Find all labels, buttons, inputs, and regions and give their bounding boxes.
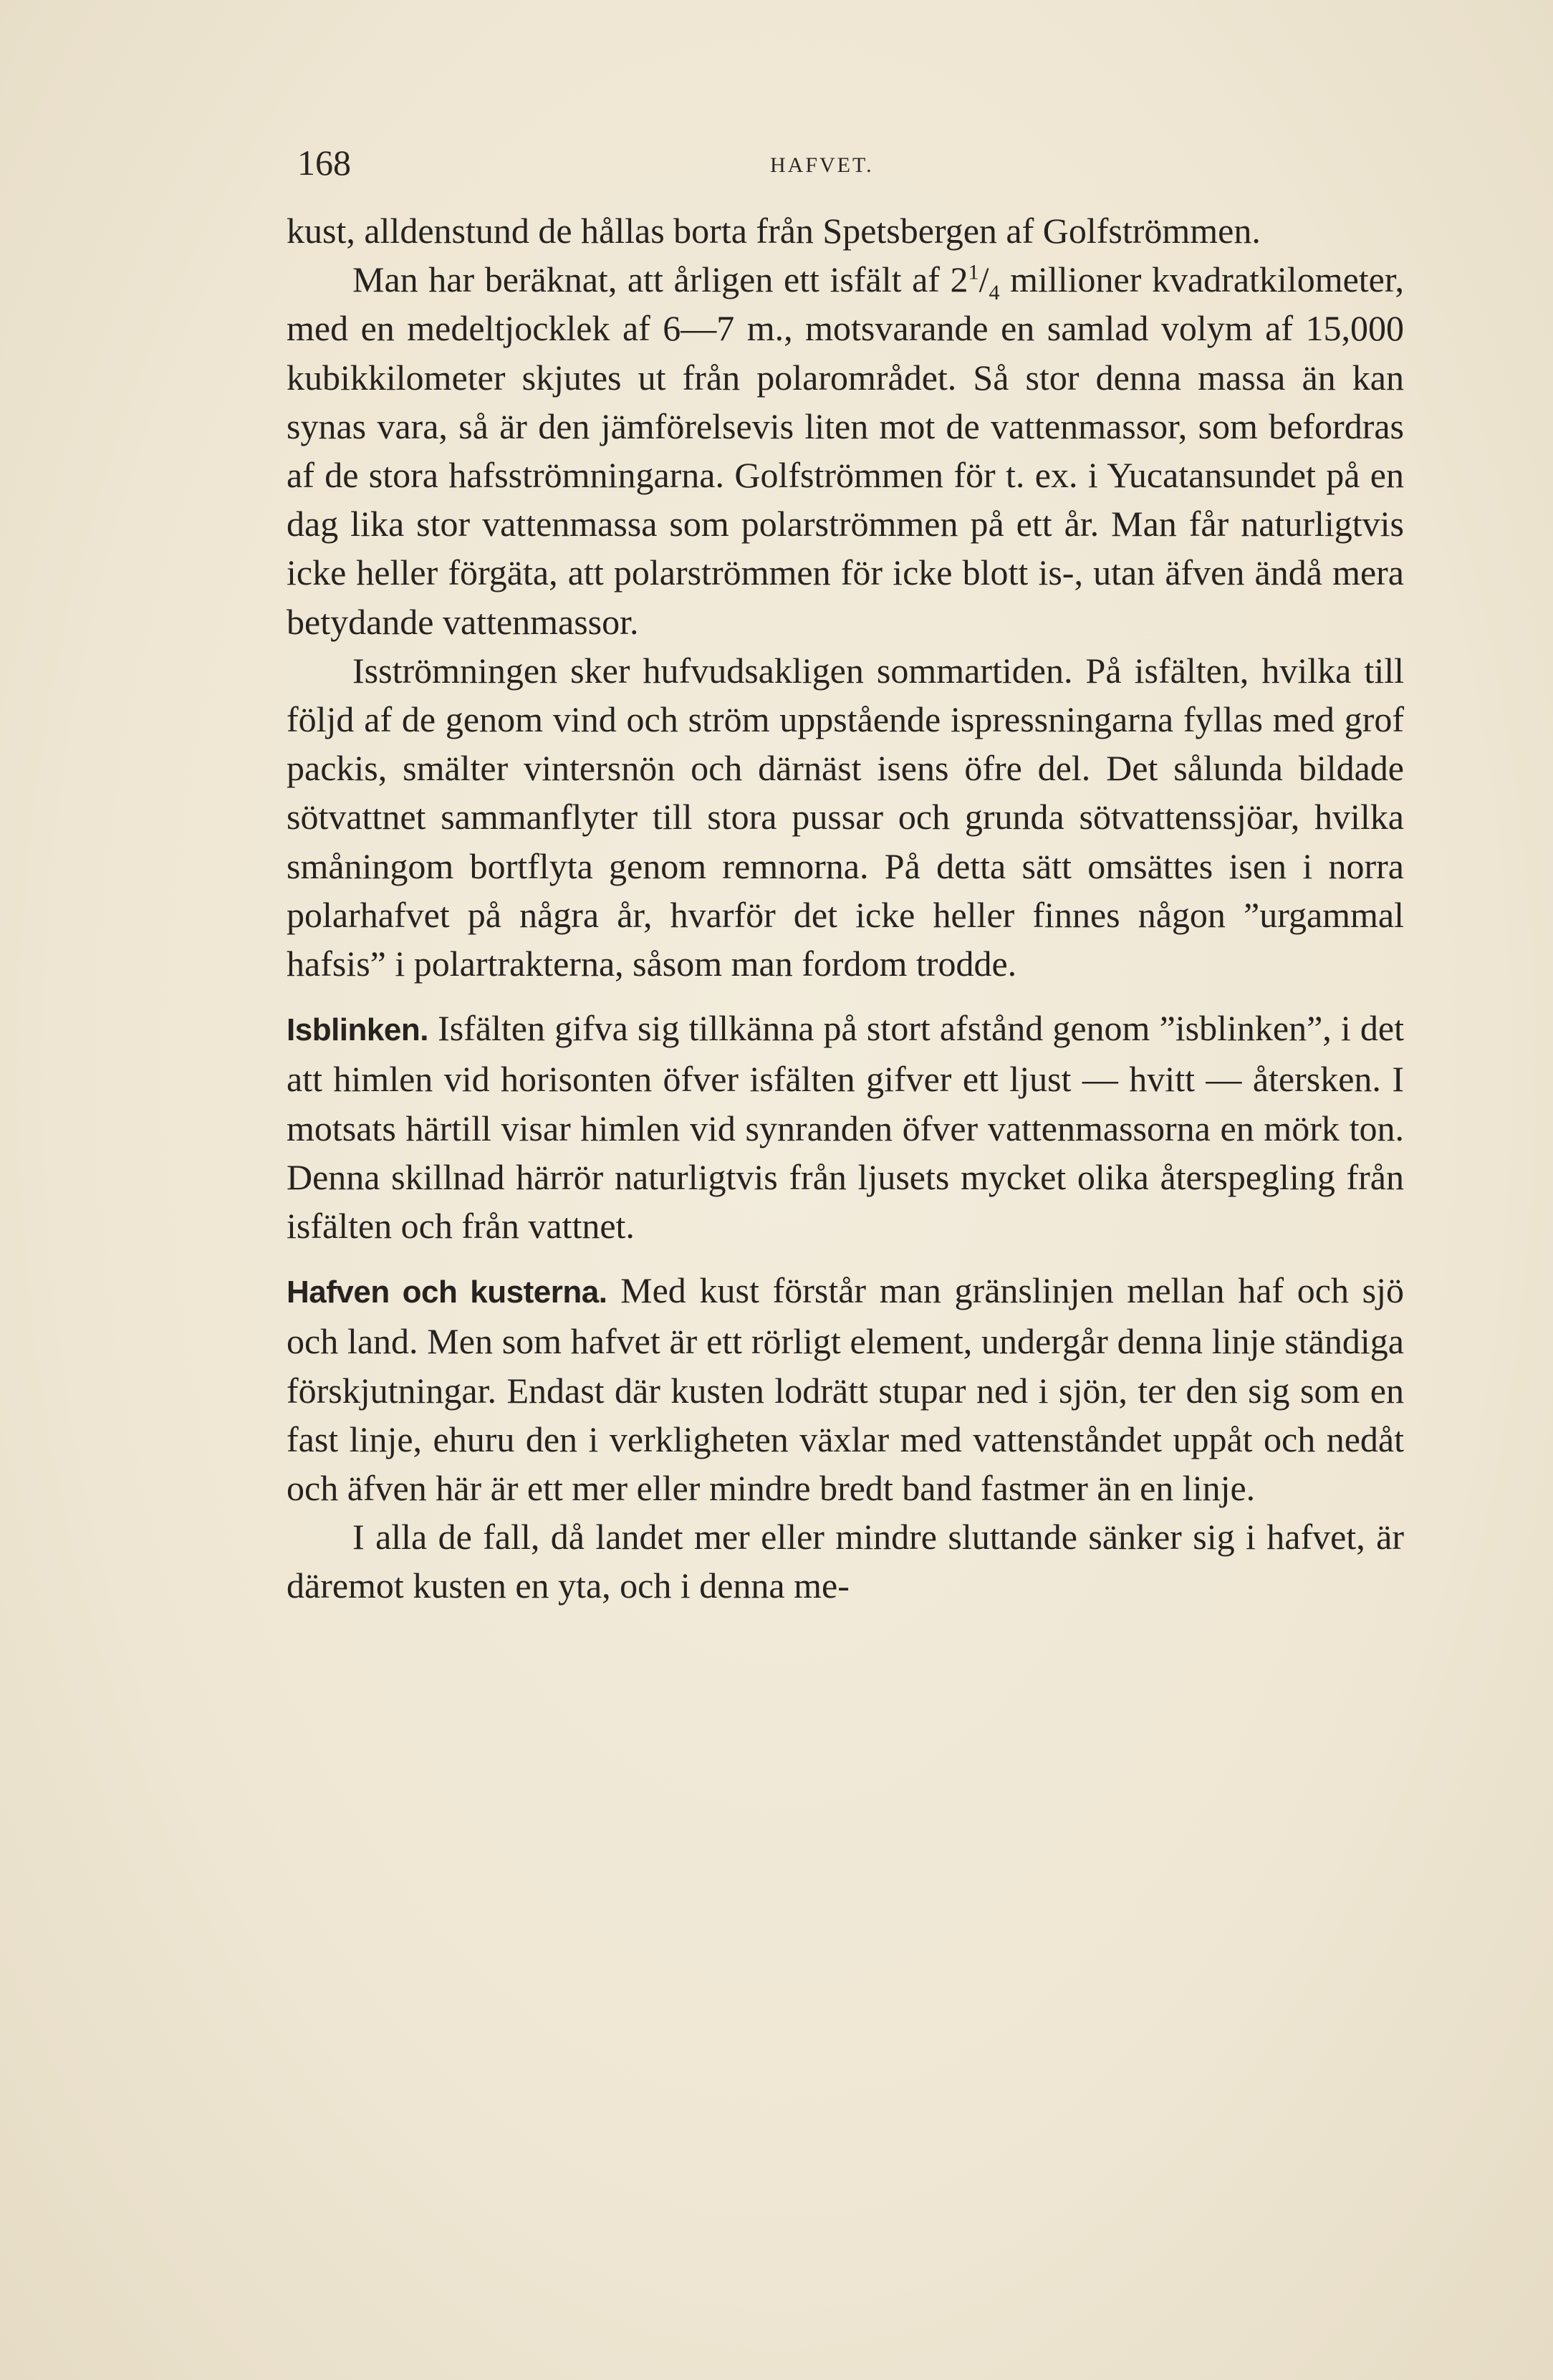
paragraph-text: millioner kvadratkilometer, med en medeltjocklek af 6—7 m., motsvarande en samlad volym af 15,000 kubikkilometer skjutes ut från polarområdet. Så stor denna massa än kan synas vara, så är den jämförelsevis liten mot de vattenmassor, som befordras af de stora hafsströmningarna. Golfströmmen för t. ex. i Yucatansundet på en dag lika stor vattenmassa som polarströmmen på ett år. Man får naturligtvis icke heller förgäta, att polarströmmen för icke blott is-, utan äfven ändå mera betydande vattenmassor. [287,259,1405,642]
section-heading: Hafven och kusterna. [287,1275,607,1310]
section-hafven-och-kusterna [287,1266,1404,1512]
running-head: HAFVET. [770,153,874,177]
fraction-numerator: 1 [968,260,979,284]
fraction-denominator: 4 [989,281,1000,305]
paragraph-text: Man har beräknat, att årligen ett isfält af 2 [352,259,968,300]
paragraph-coast-surface: I alla de fall, då landet mer eller mindre sluttande sänker sig i hafvet, är däremot kusten en yta, och i denna me- [287,1517,1404,1606]
body-text [287,206,1404,1611]
page-number: 168 [297,143,351,183]
paragraph-text: Med kust förstår man gränslinjen mellan haf och sjö och land. Men som hafvet är ett rörligt element, undergår denna linje ständiga förskjutningar. Endast där kusten lodrätt stupar ned i sjön, ter den sig som en fast linje, ehuru den i verkligheten växlar med vattenståndet uppåt och nedåt och äfven här är ett mer eller mindre bredt band fastmer än en linje. [287,1270,1404,1509]
section-heading: Isblinken. [287,1012,428,1048]
page-header [297,129,1400,193]
paragraph-ice-flow: Isströmningen sker hufvudsakligen sommartiden. På isfälten, hvilka till följd af de genom vind och ström uppstående ispressningarna fyllas med grof packis, smälter vintersnön och därnäst isens öfre del. Det sålunda bildade sötvattnet sammanflyter till stora pussar och grunda sötvattenssjöar, hvilka småningom bortflyta genom remnorna. På detta sätt omsättes isen i norra polarhafvet på några år, hvarför det icke heller finnes någon ”urgammal hafsis” i polartrakterna, såsom man fordom trodde. [287,650,1404,984]
paragraph-text: Isfälten gifva sig tillkänna på stort afstånd genom ”isblinken”, i det att himlen vid horisonten öfver isfälten gifver ett ljust — hvitt — återsken. I motsats härtill visar himlen vid synranden öfver vattenmassorna en mörk ton. Denna skillnad härrör naturligtvis från ljusets mycket olika återspegling från isfälten och från vattnet. [287,1008,1404,1247]
paragraph-ice-volume: Man har beräknat, att årligen ett isfält af $2^1/_4$ millioner kvadratkilometer, med en medeltjocklek af 6—7 m., motsvarande en samlad volym af 15,000 kubikkilometer skjutes ut från polarområdet. Så stor denna massa än kan synas vara, så är den jämförelsevis liten mot de vattenmassor, som befordras af de stora hafsströmningarna. Golfströmmen för t. ex. i Yucatansundet på en dag lika stor vattenmassa som polarströmmen på ett år. Man får naturligtvis icke heller förgäta, att polarströmmen för icke blott is-, utan äfven ändå mera betydande vattenmassor. [287,259,1405,642]
section-isblinken [287,1004,1404,1250]
paragraph-continuation: kust, alldenstund de hållas borta från Spetsbergen af Golfströmmen. [287,211,1261,251]
